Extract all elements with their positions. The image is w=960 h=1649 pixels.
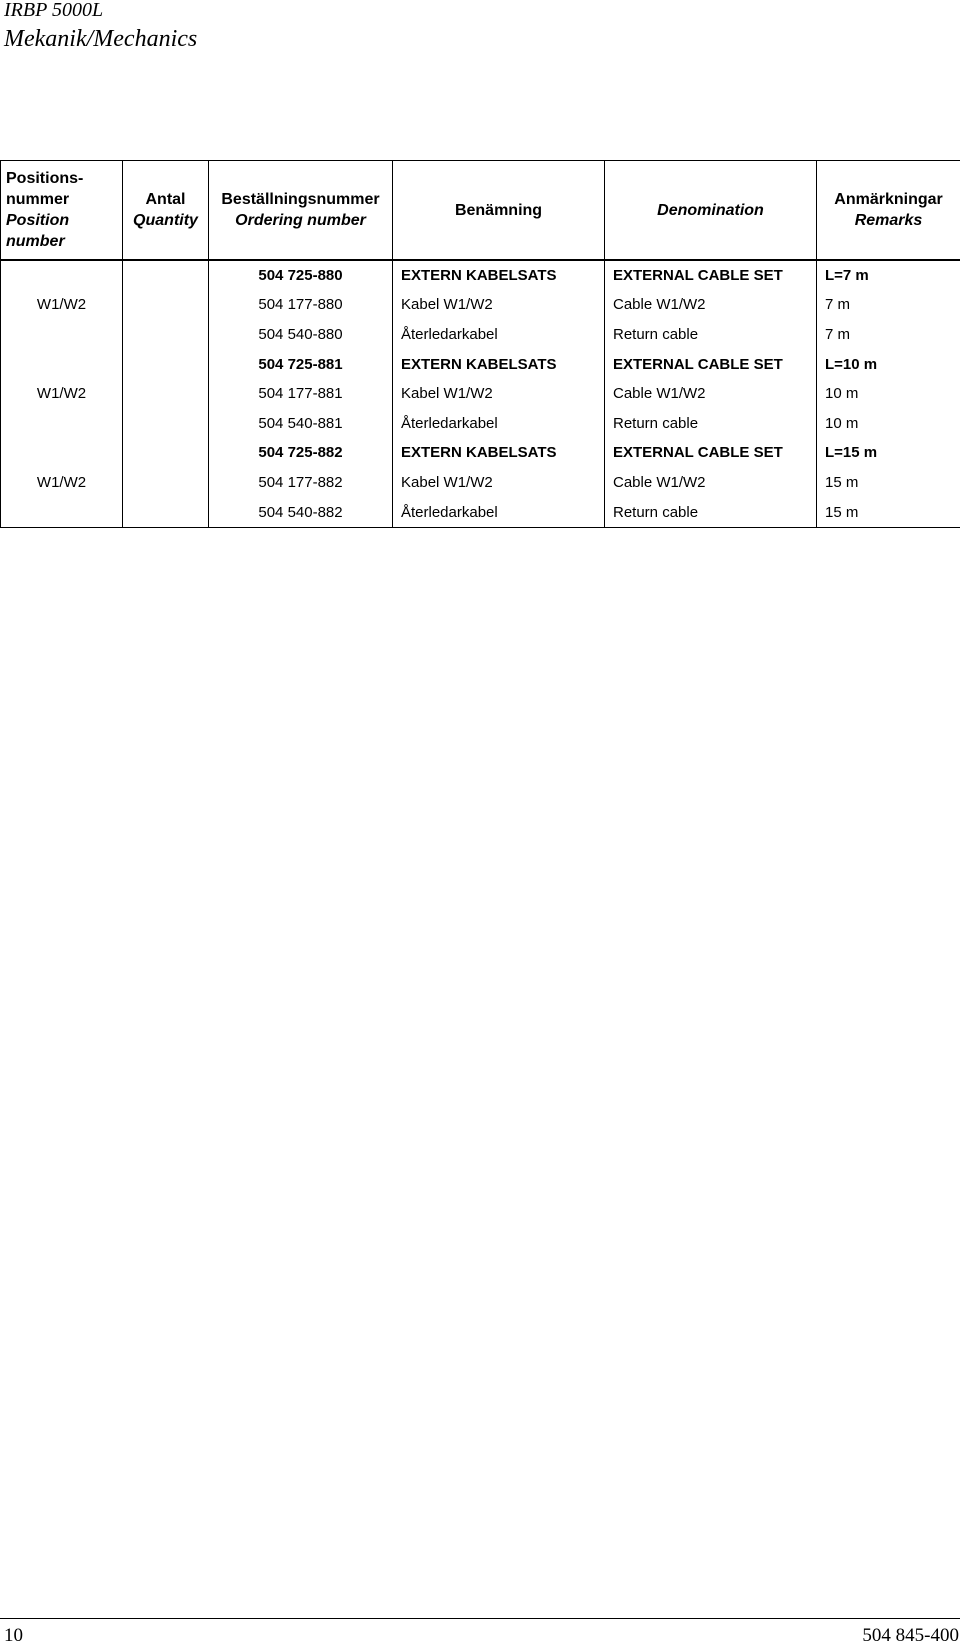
cell-remarks: 10 m — [817, 379, 960, 409]
cell-position: W1/W2 — [1, 379, 123, 409]
cell-remarks: 15 m — [817, 468, 960, 498]
cell-denomination: EXTERNAL CABLE SET — [605, 439, 817, 469]
table-row — [1, 320, 960, 350]
cell-quantity — [123, 498, 209, 528]
cell-quantity — [123, 260, 209, 291]
cell-position — [1, 439, 123, 469]
cell-position — [1, 320, 123, 350]
cell-position — [1, 409, 123, 439]
cell-ordering-number: 504 540-880 — [209, 320, 393, 350]
table-row — [1, 291, 960, 321]
section-title: Mekanik/Mechanics — [4, 26, 198, 52]
cell-position — [1, 350, 123, 380]
cell-benamning: EXTERN KABELSATS — [393, 439, 605, 469]
cell-benamning: Återledarkabel — [393, 409, 605, 439]
cell-ordering-number: 504 725-882 — [209, 439, 393, 469]
cell-benamning: Återledarkabel — [393, 498, 605, 528]
parts-table-header — [1, 161, 960, 261]
cell-denomination: Cable W1/W2 — [605, 291, 817, 321]
cell-ordering-number: 504 540-881 — [209, 409, 393, 439]
cell-ordering-number: 504 725-881 — [209, 350, 393, 380]
column-header-sv: Positions- nummer — [6, 170, 84, 208]
column-header-position — [1, 161, 123, 261]
table-row — [1, 439, 960, 469]
cell-denomination: Cable W1/W2 — [605, 379, 817, 409]
cell-benamning: Kabel W1/W2 — [393, 468, 605, 498]
cell-remarks: L=15 m — [817, 439, 960, 469]
cell-ordering-number: 504 177-880 — [209, 291, 393, 321]
cell-quantity — [123, 320, 209, 350]
cell-denomination: EXTERNAL CABLE SET — [605, 260, 817, 291]
column-header-sv: Benämning — [454, 201, 543, 219]
cell-remarks: 10 m — [817, 409, 960, 439]
cell-remarks: L=10 m — [817, 350, 960, 380]
parts-table-body — [1, 260, 960, 528]
cell-benamning: EXTERN KABELSATS — [393, 350, 605, 380]
cell-quantity — [123, 439, 209, 469]
cell-remarks: 15 m — [817, 498, 960, 528]
cell-denomination: Return cable — [605, 409, 817, 439]
document-number: 504 845-400 — [862, 1625, 959, 1646]
column-header-sv: Anmärkningar — [834, 191, 943, 208]
column-header-sv: Beställningsnummer — [221, 191, 380, 208]
cell-denomination: Return cable — [605, 498, 817, 528]
page-number: 10 — [4, 1625, 23, 1646]
column-header-remarks — [817, 161, 960, 261]
column-header-denomination — [605, 161, 817, 261]
column-header-en: Remarks — [854, 212, 923, 229]
cell-denomination: EXTERNAL CABLE SET — [605, 350, 817, 380]
column-header-benamning — [393, 161, 605, 261]
cell-benamning: Kabel W1/W2 — [393, 379, 605, 409]
cell-denomination: Return cable — [605, 320, 817, 350]
cell-ordering-number: 504 177-881 — [209, 379, 393, 409]
column-header-en: Ordering number — [235, 212, 366, 229]
table-row — [1, 409, 960, 439]
cell-quantity — [123, 379, 209, 409]
cell-benamning: Återledarkabel — [393, 320, 605, 350]
cell-benamning: Kabel W1/W2 — [393, 291, 605, 321]
cell-position — [1, 260, 123, 291]
cell-benamning: EXTERN KABELSATS — [393, 260, 605, 291]
product-title: IRBP 5000L — [4, 0, 104, 21]
cell-position: W1/W2 — [1, 291, 123, 321]
column-header-sv: Antal — [145, 191, 186, 208]
cell-denomination: Cable W1/W2 — [605, 468, 817, 498]
column-header-en: Position number — [6, 212, 70, 250]
table-row — [1, 350, 960, 380]
cell-remarks: 7 m — [817, 320, 960, 350]
table-row — [1, 468, 960, 498]
column-header-ordering-number — [209, 161, 393, 261]
cell-quantity — [123, 409, 209, 439]
cell-position: W1/W2 — [1, 468, 123, 498]
footer-divider — [0, 1618, 960, 1619]
column-header-quantity — [123, 161, 209, 261]
cell-remarks: L=7 m — [817, 260, 960, 291]
cell-quantity — [123, 291, 209, 321]
cell-ordering-number: 504 725-880 — [209, 260, 393, 291]
cell-position — [1, 498, 123, 528]
parts-table — [0, 160, 960, 528]
table-row — [1, 498, 960, 528]
cell-ordering-number: 504 177-882 — [209, 468, 393, 498]
table-row — [1, 260, 960, 291]
column-header-en: Quantity — [133, 212, 198, 229]
cell-quantity — [123, 468, 209, 498]
cell-remarks: 7 m — [817, 291, 960, 321]
cell-quantity — [123, 350, 209, 380]
column-header-en: Denomination — [657, 201, 764, 219]
cell-ordering-number: 504 540-882 — [209, 498, 393, 528]
document-header — [4, 0, 197, 53]
table-row — [1, 379, 960, 409]
